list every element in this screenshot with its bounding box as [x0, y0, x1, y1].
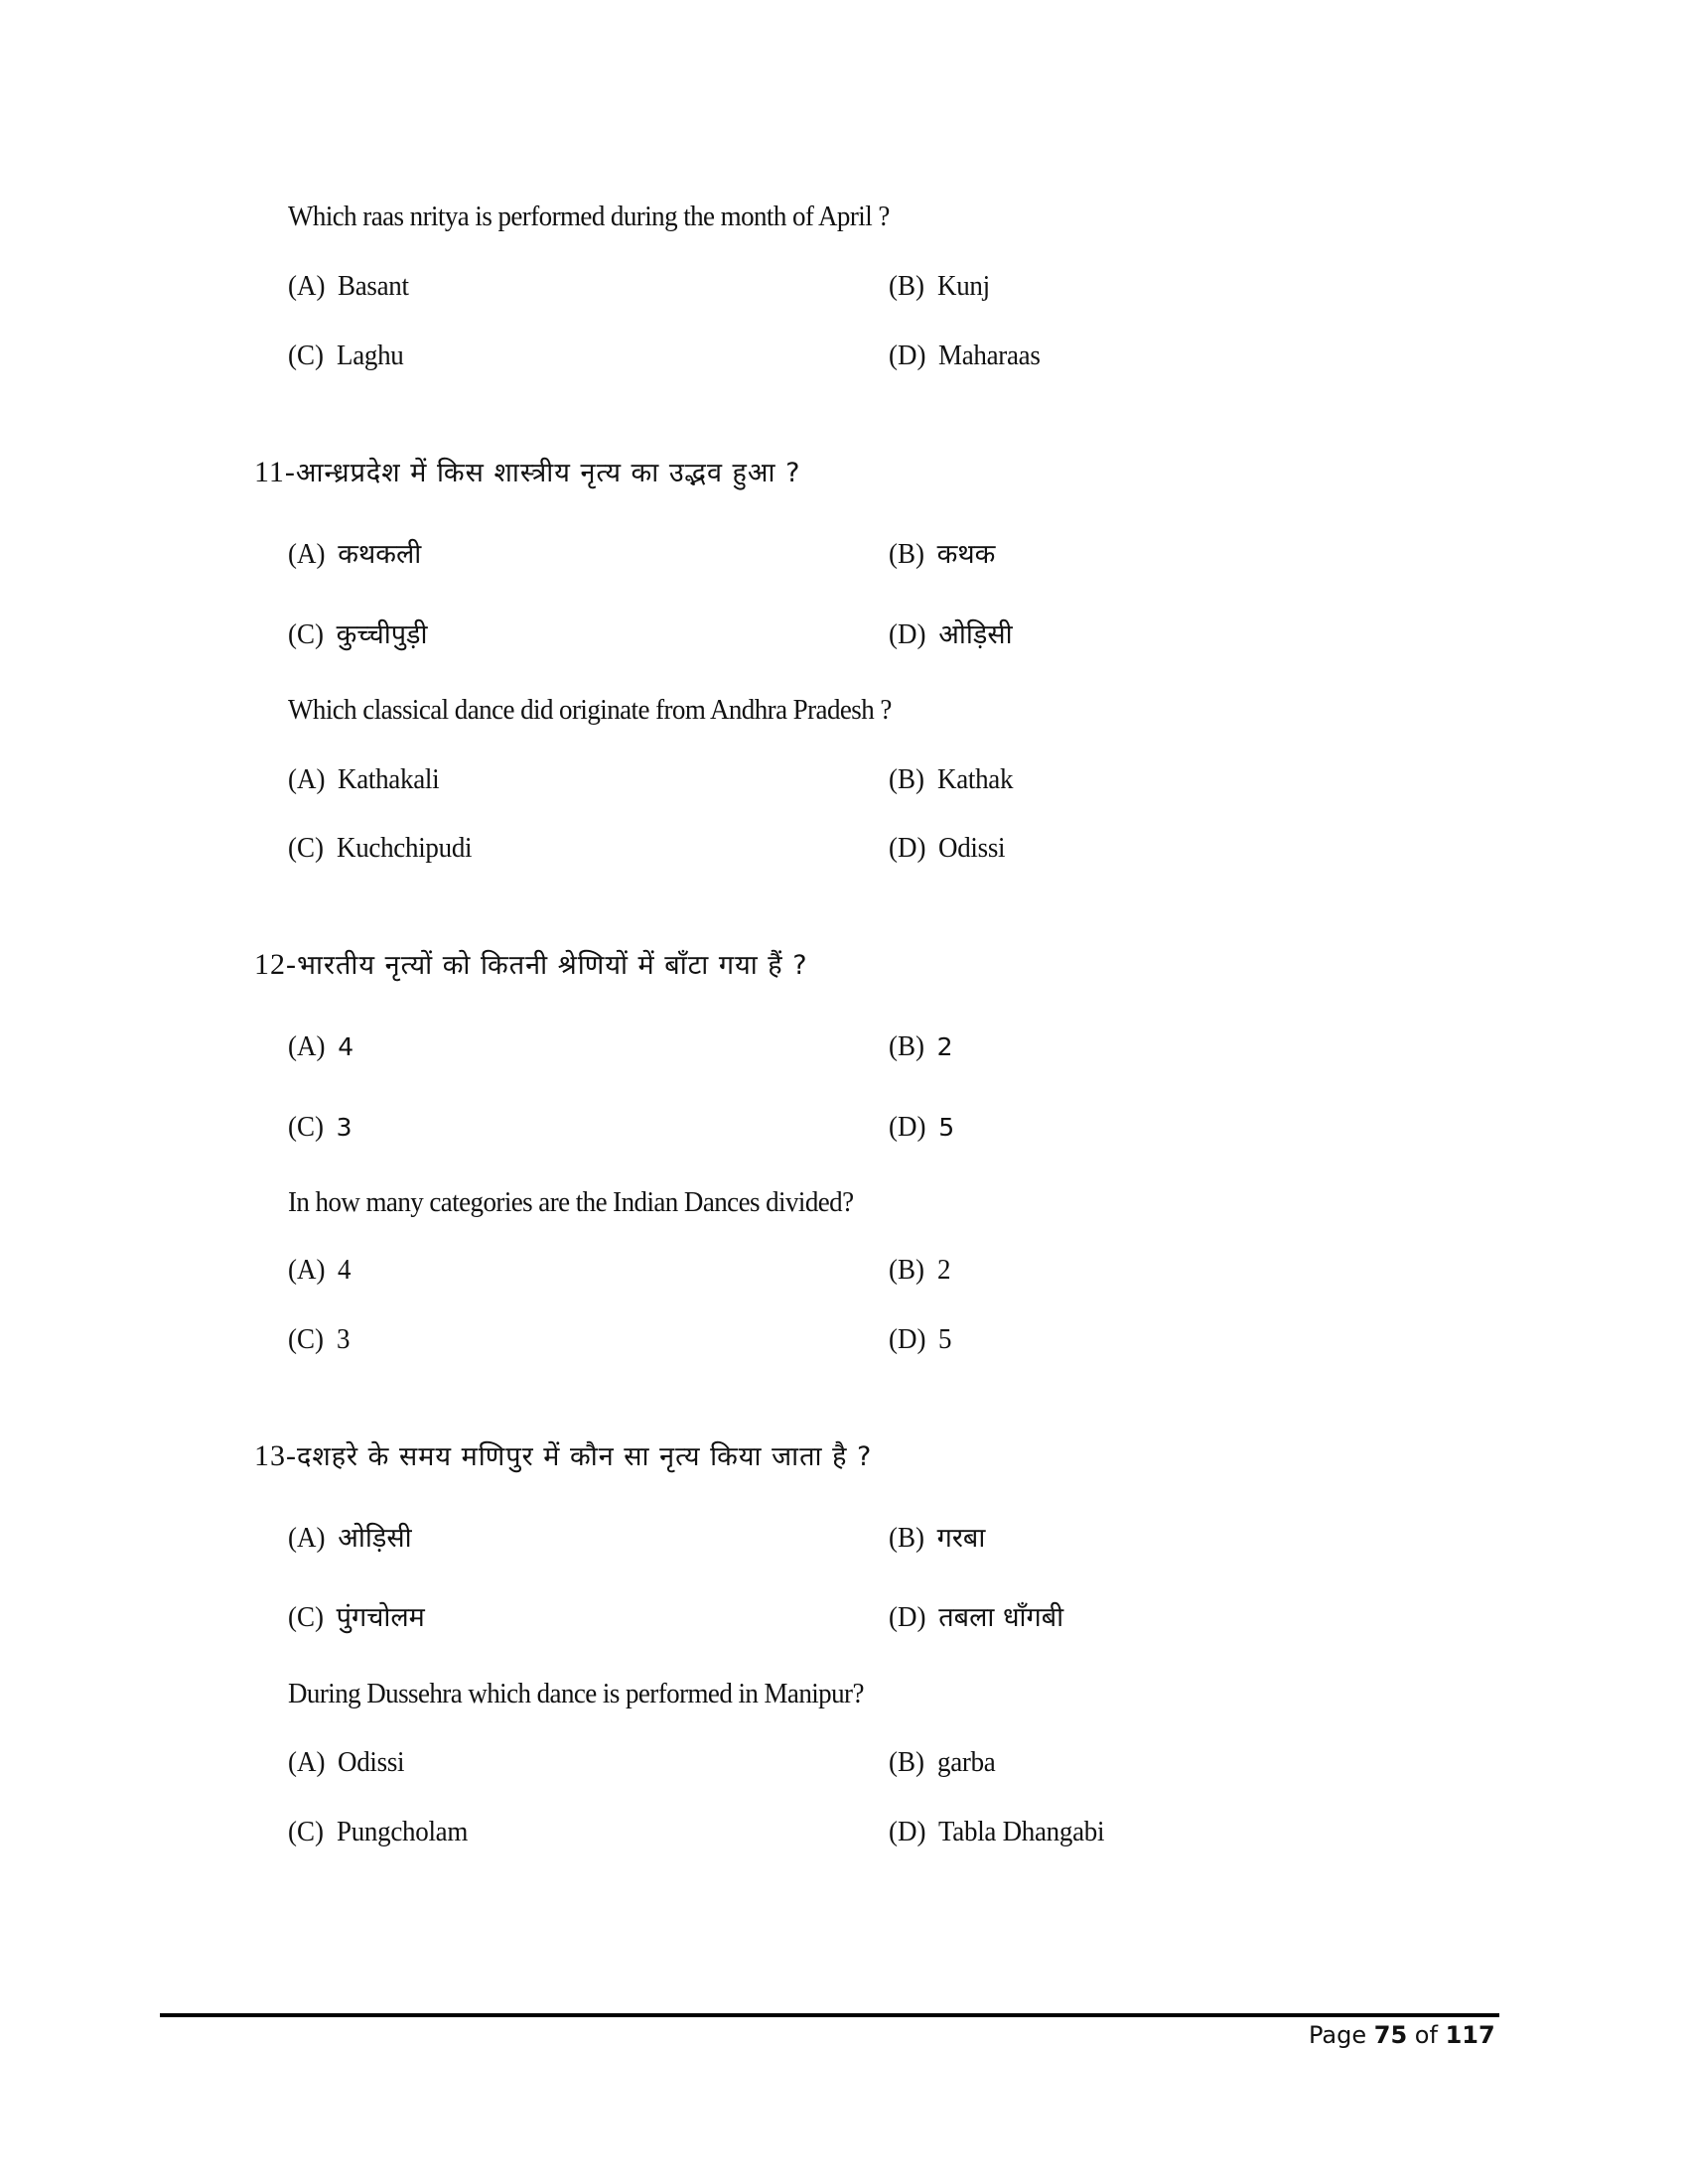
option-value: Odissi [938, 832, 1006, 864]
option-label: (D) [889, 618, 926, 650]
question-text-q12-english: In how many categories are the Indian Dances divided? [288, 1186, 854, 1218]
option-value: कथक [936, 539, 996, 570]
option-d-q10-english [889, 338, 1049, 373]
option-value: 5 [938, 1113, 955, 1142]
question-text: दशहरे के समय मणिपुर में कौन सा नृत्य किया जाता है ? [297, 1441, 873, 1472]
option-a-q12-hindi [288, 1028, 353, 1065]
option-label: (B) [889, 1746, 924, 1778]
question-number: 13- [254, 1439, 297, 1472]
option-value: कथकली [338, 539, 422, 570]
question-text-q13-hindi [254, 1438, 872, 1475]
option-label: (C) [288, 1111, 324, 1143]
option-value: 3 [336, 1113, 352, 1142]
option-label: (A) [288, 538, 326, 570]
option-label: (B) [889, 763, 924, 795]
option-label: (B) [889, 1254, 924, 1286]
total-pages: 117 [1445, 2021, 1495, 2049]
option-b-q11-hindi [889, 536, 995, 573]
option-b-q12-english [889, 1252, 951, 1288]
question-number: 11- [254, 456, 296, 488]
option-value: पुंगचोलम [336, 1602, 425, 1633]
option-value: Laghu [336, 340, 404, 371]
option-label: (D) [889, 1601, 926, 1633]
option-a-q10-english [288, 268, 414, 304]
option-d-q13-hindi [889, 1599, 1063, 1636]
option-c-q13-english [288, 1814, 478, 1849]
option-label: (C) [288, 1816, 324, 1847]
option-value: 2 [936, 1032, 953, 1061]
option-label: (D) [889, 1816, 926, 1847]
option-value: तबला धाँगबी [938, 1602, 1064, 1633]
option-label: (B) [889, 1030, 924, 1062]
current-page: 75 [1373, 2021, 1408, 2049]
option-label: (D) [889, 832, 926, 864]
option-label: (B) [889, 1522, 924, 1554]
option-b-q10-english [889, 268, 993, 304]
option-c-q11-hindi [288, 616, 428, 653]
question-text-q10-english: Which raas nritya is performed during the month of April ? [288, 201, 890, 232]
question-text: भारतीय नृत्यों को कितनी श्रेणियों में बाँटा गया हैं ? [297, 950, 808, 981]
option-value: 5 [938, 1323, 952, 1355]
option-label: (C) [288, 340, 324, 371]
option-label: (A) [288, 1030, 326, 1062]
option-c-q13-hindi [288, 1599, 425, 1636]
option-label: (A) [288, 763, 326, 795]
option-label: (C) [288, 618, 324, 650]
option-value: 3 [336, 1323, 350, 1355]
of-word: of [1414, 2021, 1438, 2049]
option-d-q13-english [889, 1814, 1117, 1849]
option-value: 4 [338, 1032, 354, 1061]
question-text-q13-english: During Dussehra which dance is performed in Manipur? [288, 1678, 864, 1709]
question-text-q12-hindi [254, 947, 808, 984]
option-value: ओड़िसी [938, 619, 1013, 650]
option-a-q11-english [288, 761, 447, 797]
option-label: (A) [288, 1746, 326, 1778]
option-value: Pungcholam [336, 1816, 468, 1847]
option-b-q11-english [889, 761, 1019, 797]
option-value: garba [936, 1746, 996, 1778]
option-b-q12-hindi [889, 1028, 953, 1065]
option-label: (D) [889, 1111, 926, 1143]
option-a-q13-english [288, 1744, 410, 1780]
option-value: Tabla Dhangabi [938, 1816, 1105, 1847]
option-a-q12-english [288, 1252, 352, 1288]
option-value: Maharaas [938, 340, 1041, 371]
option-label: (B) [889, 270, 924, 302]
option-c-q12-hindi [288, 1109, 352, 1146]
option-value: ओड़िसी [338, 1523, 412, 1554]
option-value: Odissi [338, 1746, 405, 1778]
option-c-q10-english [288, 338, 408, 373]
question-number: 12- [254, 948, 297, 981]
question-text: आन्ध्रप्रदेश में किस शास्त्रीय नृत्य का उद्भव हुआ ? [295, 458, 801, 488]
option-a-q11-hindi [288, 536, 421, 573]
option-label: (B) [889, 538, 924, 570]
option-value: 2 [936, 1254, 950, 1286]
option-value: Kathakali [338, 763, 440, 795]
option-label: (C) [288, 1601, 324, 1633]
option-label: (C) [288, 1323, 324, 1355]
option-d-q12-english [889, 1321, 952, 1357]
page-word: Page [1309, 2021, 1367, 2049]
option-value: 4 [338, 1254, 352, 1286]
option-label: (A) [288, 1254, 326, 1286]
page-number [1309, 2021, 1495, 2049]
option-value: कुच्चीपुड़ी [336, 619, 428, 650]
footer-divider [160, 2013, 1499, 2017]
option-d-q12-hindi [889, 1109, 954, 1146]
option-b-q13-english [889, 1744, 1000, 1780]
option-d-q11-english [889, 830, 1011, 866]
option-value: गरबा [936, 1523, 986, 1554]
option-label: (D) [889, 1323, 926, 1355]
option-a-q13-hindi [288, 1520, 412, 1557]
option-value: Kathak [936, 763, 1013, 795]
option-label: (A) [288, 1522, 326, 1554]
option-c-q11-english [288, 830, 482, 866]
question-text-q11-hindi [254, 455, 800, 491]
option-label: (C) [288, 832, 324, 864]
option-b-q13-hindi [889, 1520, 985, 1557]
option-label: (D) [889, 340, 926, 371]
option-label: (A) [288, 270, 326, 302]
question-text-q11-english: Which classical dance did originate from Andhra Pradesh ? [288, 694, 892, 726]
option-value: Kunj [936, 270, 990, 302]
option-value: Kuchchipudi [336, 832, 472, 864]
option-d-q11-hindi [889, 616, 1013, 653]
option-value: Basant [338, 270, 410, 302]
option-c-q12-english [288, 1321, 351, 1357]
